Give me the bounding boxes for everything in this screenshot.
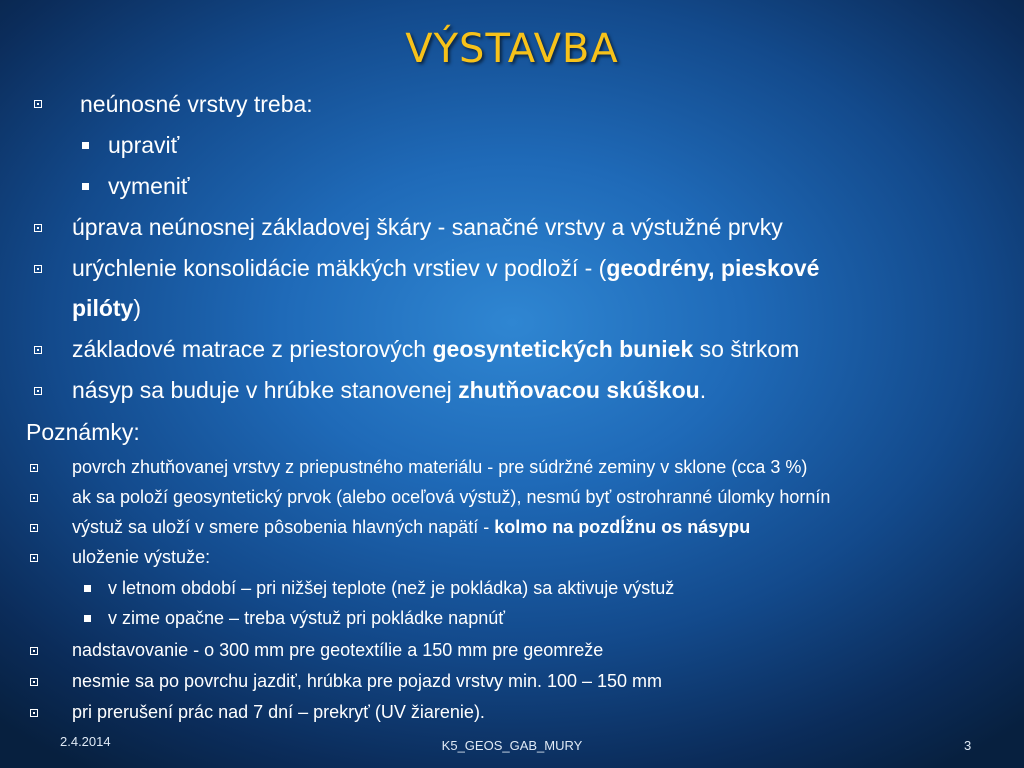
list-item: urýchlenie konsolidácie mäkkých vrstiev v podloží - (geodrény, pieskové [72,255,820,281]
square-bullet-icon [30,709,38,717]
filled-bullet-icon [84,615,91,622]
note-item: nesmie sa po povrchu jazdiť, hrúbka pre pojazd vrstvy min. 100 – 150 mm [72,671,663,691]
list-item: úprava neúnosnej základovej škáry - sanačné vrstvy a výstužné prvky [72,214,783,240]
note-subitem: v letnom období – pri nižšej teplote (než je pokládka) sa aktivuje výstuž [108,578,675,598]
note-item: povrch zhutňovanej vrstvy z priepustného materiálu - pre súdržné zeminy v sklone (cca 3 %) [72,457,808,477]
square-bullet-icon [34,100,42,108]
note-item: nadstavovanie - o 300 mm pre geotextílie a 150 mm pre geomreže [72,640,604,660]
slide-title: VÝSTAVBA [405,26,619,72]
note-item: ak sa položí geosyntetický prvok (alebo oceľová výstuž), nesmú byť ostrohranné úlomky hornín [72,487,831,507]
square-bullet-icon [34,224,42,232]
list-subitem: vymeniť [108,173,190,199]
square-bullet-icon [30,464,38,472]
note-item: uloženie výstuže: [72,547,211,567]
page-number: 3 [964,738,972,753]
note-subitem: v zime opačne – treba výstuž pri pokládke napnúť [108,608,505,628]
list-subitem: upraviť [108,132,180,158]
list-item: základové matrace z priestorových geosyntetických buniek so štrkom [72,336,800,362]
notes-heading: Poznámky: [26,419,140,445]
square-bullet-icon [30,554,38,562]
list-item-continuation: pilóty) [72,295,142,321]
note-item: výstuž sa uloží v smere pôsobenia hlavných napätí - kolmo na pozdĺžnu os násypu [72,517,751,537]
filled-bullet-icon [82,183,89,190]
list-item: násyp sa buduje v hrúbke stanovenej zhutňovacou skúškou. [72,377,707,403]
note-item: pri prerušení prác nad 7 dní – prekryť (UV žiarenie). [72,702,485,722]
square-bullet-icon [30,678,38,686]
filled-bullet-icon [84,585,91,592]
square-bullet-icon [34,346,42,354]
footer-center-text: K5_GEOS_GAB_MURY [441,738,583,753]
square-bullet-icon [34,265,42,273]
filled-bullet-icon [82,142,89,149]
square-bullet-icon [34,387,42,395]
list-item: neúnosné vrstvy treba: [80,91,313,117]
square-bullet-icon [30,524,38,532]
square-bullet-icon [30,647,38,655]
square-bullet-icon [30,494,38,502]
footer-date: 2.4.2014 [60,734,111,749]
